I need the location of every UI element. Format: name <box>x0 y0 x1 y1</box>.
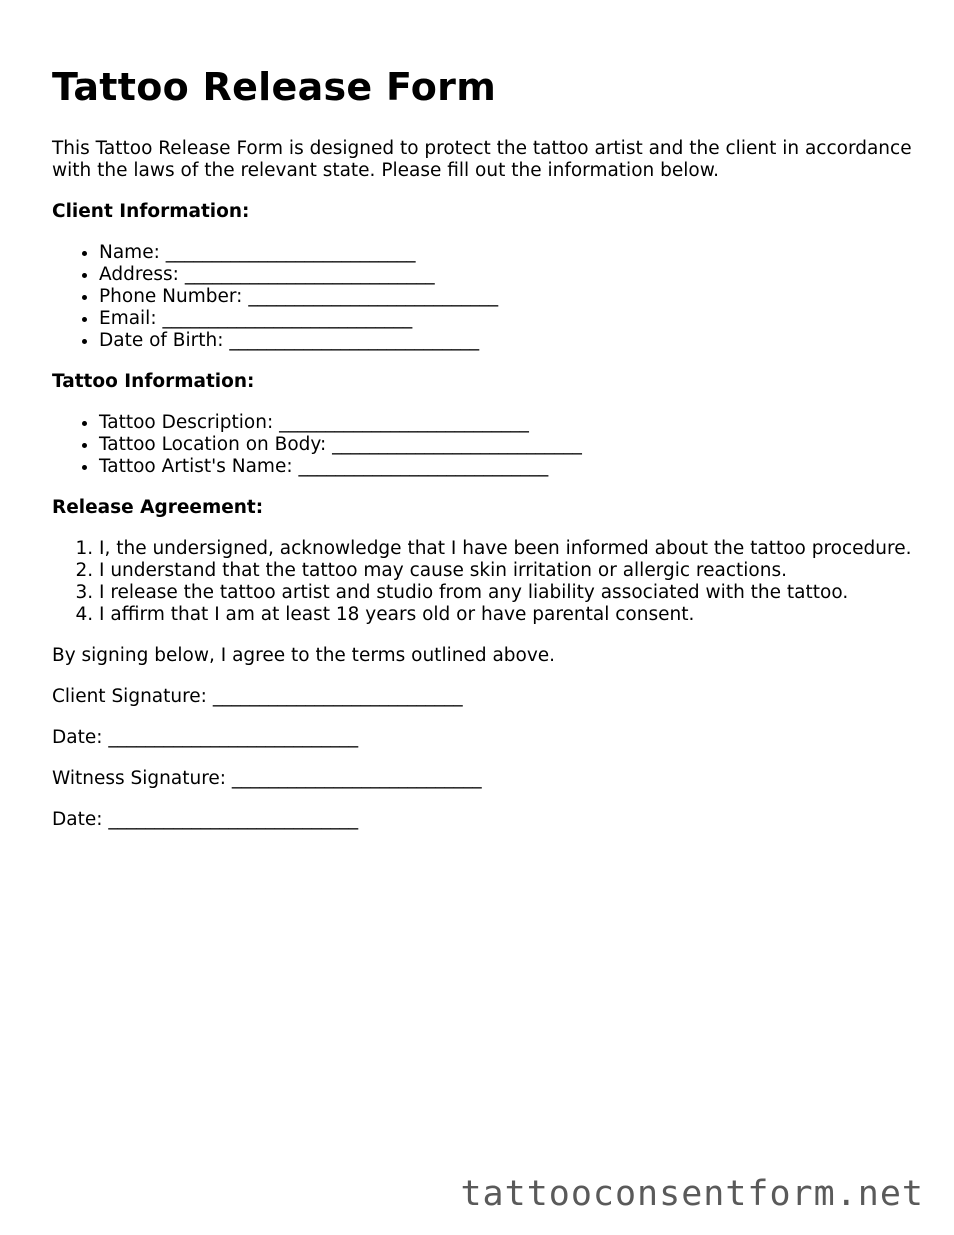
field-label: Tattoo Location on Body: <box>99 434 327 455</box>
client-email-field[interactable] <box>99 308 912 330</box>
release-item: 2. I understand that the tattoo may cause skin irritation or allergic reactions. <box>99 560 912 582</box>
field-label: Name: <box>99 242 160 263</box>
release-item: 1. I, the undersigned, acknowledge that I have been informed about the tattoo procedure. <box>99 538 912 560</box>
field-blank: ___________________________ <box>248 286 499 307</box>
field-label: Phone Number: <box>99 286 243 307</box>
client-signature-field[interactable] <box>52 686 912 708</box>
release-item: 4. I affirm that I am at least 18 years old or have parental consent. <box>99 604 912 626</box>
client-date-field[interactable] <box>52 727 912 749</box>
release-agreement-list <box>52 538 912 626</box>
client-name-field[interactable] <box>99 242 912 264</box>
field-blank: ___________________________ <box>332 434 582 455</box>
field-label: Date of Birth: <box>99 330 224 351</box>
field-label: Date: <box>52 809 103 830</box>
page-title: Tattoo Release Form <box>52 65 497 109</box>
field-label: Client Signature: <box>52 686 207 707</box>
field-blank: ___________________________ <box>212 686 463 707</box>
field-blank: ___________________________ <box>229 330 480 351</box>
field-blank: ___________________________ <box>165 242 416 263</box>
field-blank: ___________________________ <box>231 768 482 789</box>
tattoo-location-field[interactable] <box>99 434 912 456</box>
tattoo-description-field[interactable] <box>99 412 912 434</box>
release-agreement-heading: Release Agreement: <box>52 497 264 518</box>
tattoo-information-list <box>52 412 912 478</box>
tattoo-artist-field[interactable] <box>99 456 912 478</box>
client-information-list <box>52 242 912 352</box>
field-blank: ___________________________ <box>279 412 529 433</box>
field-label: Tattoo Artist's Name: <box>99 456 293 477</box>
field-label: Witness Signature: <box>52 768 227 789</box>
client-address-field[interactable] <box>99 264 912 286</box>
field-blank: ___________________________ <box>162 308 413 329</box>
field-label: Tattoo Description: <box>99 412 274 433</box>
agreement-statement: By signing below, I agree to the terms outlined above. <box>52 645 556 666</box>
field-label: Date: <box>52 727 103 748</box>
document-page <box>52 62 912 850</box>
release-item: 3. I release the tattoo artist and studio from any liability associated with the tattoo. <box>99 582 912 604</box>
witness-signature-field[interactable] <box>52 768 912 790</box>
watermark: tattooconsentform.net <box>460 1174 924 1214</box>
tattoo-information-heading: Tattoo Information: <box>52 371 255 392</box>
client-information-heading: Client Information: <box>52 201 250 222</box>
field-blank: ___________________________ <box>108 727 359 748</box>
field-blank: ___________________________ <box>298 456 549 477</box>
client-phone-field[interactable] <box>99 286 912 308</box>
intro-paragraph: This Tattoo Release Form is designed to protect the tattoo artist and the client in accordance with the laws of the relevant state. Please fill out the information below. <box>52 138 912 181</box>
client-dob-field[interactable] <box>99 330 912 352</box>
field-blank: ___________________________ <box>184 264 435 285</box>
field-label: Address: <box>99 264 179 285</box>
field-label: Email: <box>99 308 157 329</box>
witness-date-field[interactable] <box>52 809 912 831</box>
field-blank: ___________________________ <box>108 809 359 830</box>
